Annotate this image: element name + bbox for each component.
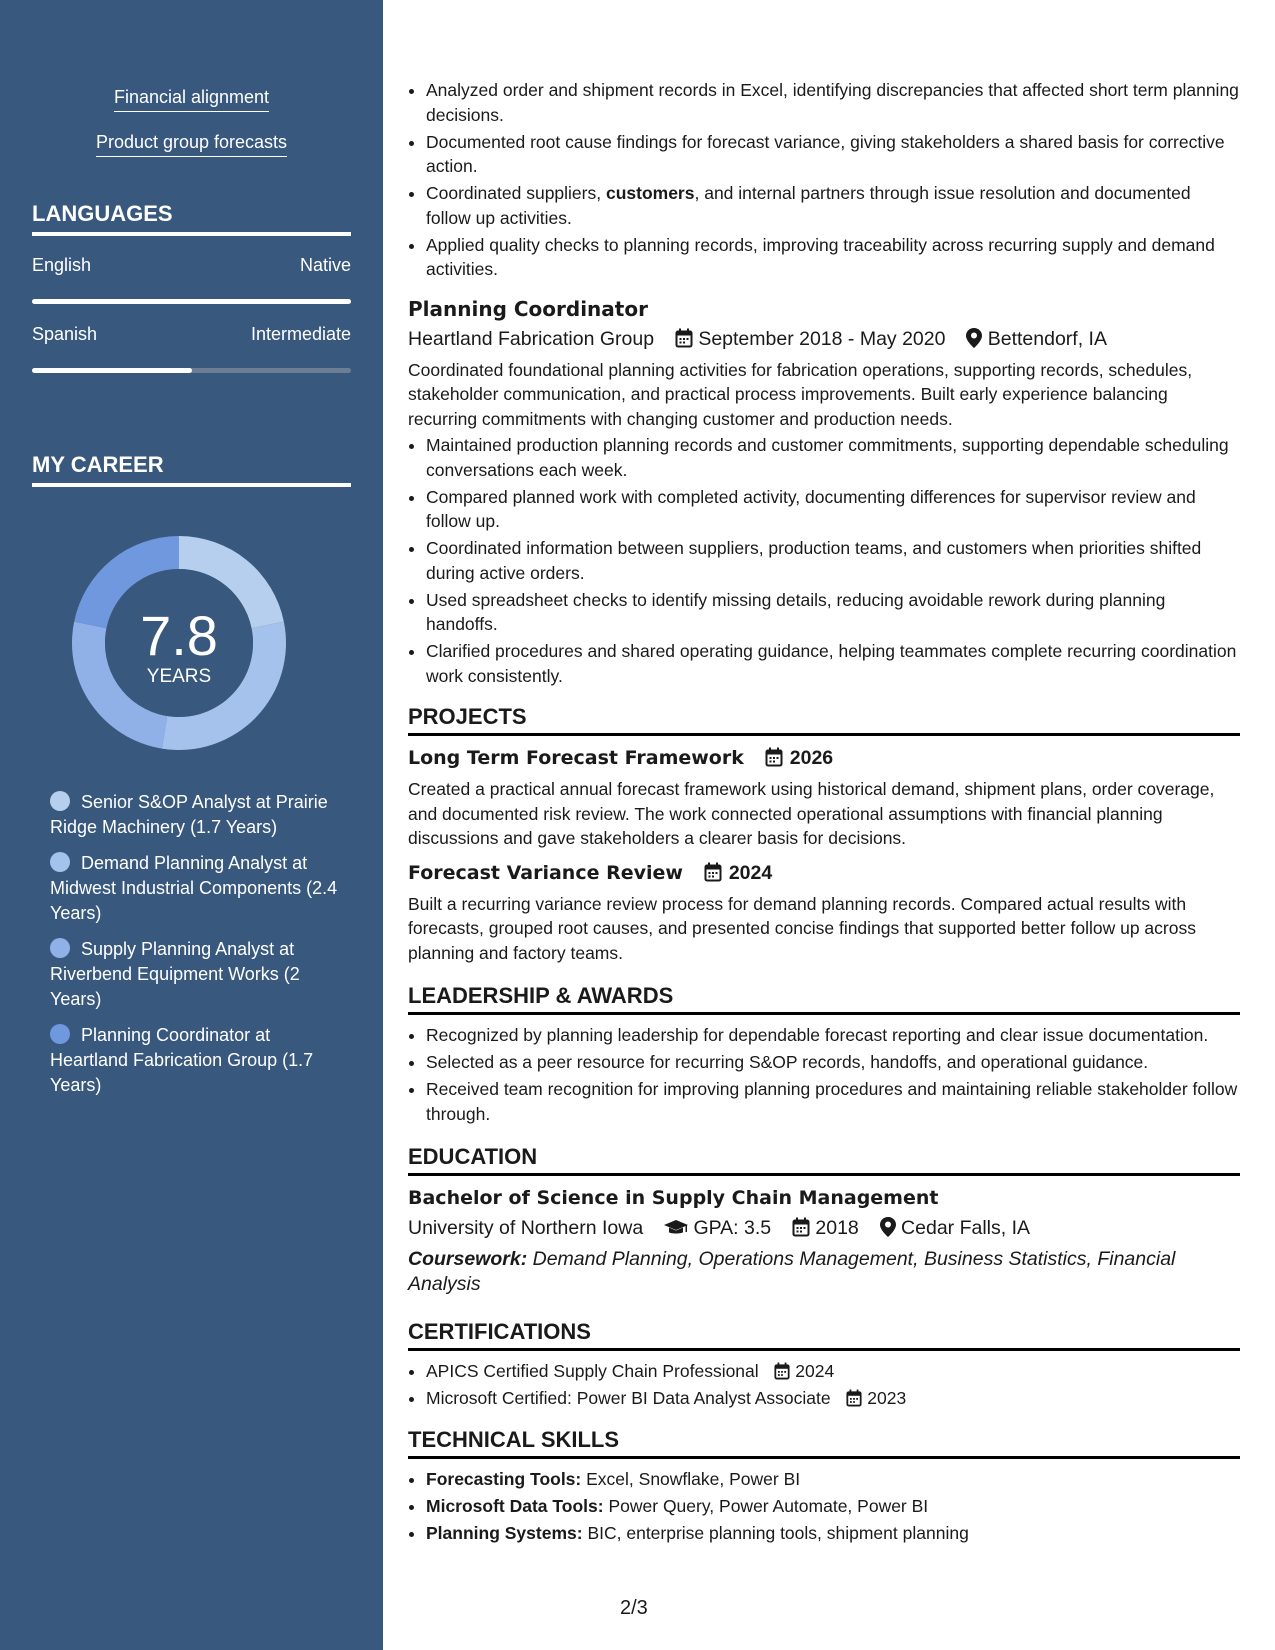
- skill-item: [426, 1521, 1240, 1546]
- career-item: [50, 937, 340, 1012]
- leadership-bullets: [408, 1023, 1240, 1126]
- bullet-item: • Selected as a peer resource for recurring S&OP records, handoffs, and operational guidance.: [426, 1050, 1240, 1075]
- education-gpa: GPA: 3.5: [693, 1217, 772, 1239]
- job-bullets: [408, 433, 1240, 688]
- career-heading: MY CAREER: [32, 452, 351, 487]
- career-list: [50, 790, 340, 1109]
- project-title: [408, 745, 1240, 771]
- skill-item: [426, 1494, 1240, 1519]
- career-dot-icon: [50, 1024, 70, 1044]
- language-bar-english: [32, 299, 351, 304]
- bullet-item: • Analyzed order and shipment records in Excel, identifying discrepancies that affected short term planning decisions.: [426, 78, 1240, 127]
- school-name: University of Northern Iowa: [408, 1217, 644, 1239]
- calendar-icon: [704, 862, 722, 882]
- project-year: 2026: [789, 747, 834, 769]
- project-description: Built a recurring variance review process for demand planning records. Compared actual results with forecasts, grouped root causes, and presented concise findings that supported better follow up across planning and factory teams.: [408, 893, 1196, 963]
- bullet-item: • Received team recognition for improving planning procedures and maintaining reliable stakeholder follow through.: [426, 1077, 1240, 1126]
- job-location: Bettendorf, IA: [987, 327, 1107, 350]
- certification-name: Microsoft Certified: Power BI Data Analyst Associate: [426, 1388, 831, 1408]
- career-dot-icon: [50, 791, 70, 811]
- location-pin-icon: [880, 1217, 896, 1237]
- projects-heading: PROJECTS: [408, 704, 1240, 736]
- languages-heading: LANGUAGES: [32, 201, 351, 236]
- bullet-item: • Clarified procedures and shared operating guidance, helping teammates complete recurring coordination work consistently.: [426, 639, 1240, 688]
- job-meta: [408, 326, 1240, 352]
- bullet-item: • Documented root cause findings for forecast variance, giving stakeholders a shared basis for corrective action.: [426, 130, 1240, 179]
- previous-job-bullets: [408, 78, 1240, 282]
- degree-title: Bachelor of Science in Supply Chain Management: [408, 1187, 939, 1209]
- location-pin-icon: [966, 328, 982, 348]
- bullet-item: • Maintained production planning records and customer commitments, supporting dependable scheduling conversations each week.: [426, 433, 1240, 482]
- sidebar: [0, 0, 383, 1650]
- graduation-cap-icon: [664, 1219, 688, 1237]
- bullet-item: [426, 181, 1240, 230]
- language-bar-fill: [32, 368, 192, 373]
- coursework-text: Demand Planning, Operations Management, Business Statistics, Financial Analysis: [408, 1248, 1176, 1295]
- career-dot-icon: [50, 938, 70, 958]
- project-description: Created a practical annual forecast framework using historical demand, shipment plans, order coverage, and documented risk review. The work connected operational assumptions with financial planning discussions and gave stakeholders a clearer basis for decisions.: [408, 779, 1215, 848]
- skill-item: [426, 1467, 1240, 1492]
- calendar-icon: [846, 1389, 862, 1407]
- skill-value: Excel, Snowflake, Power BI: [586, 1468, 801, 1489]
- career-donut-chart: [66, 530, 292, 756]
- leadership-heading: LEADERSHIP & AWARDS: [408, 983, 1240, 1015]
- career-item-text: Planning Coordinator at Heartland Fabrication Group (1.7 Years): [50, 1025, 314, 1095]
- project-year: 2024: [728, 861, 773, 884]
- calendar-icon: [792, 1217, 810, 1237]
- skill-link-product-group-forecasts[interactable]: Product group forecasts: [96, 131, 287, 157]
- language-name: English: [32, 255, 92, 275]
- career-item: [50, 851, 340, 926]
- project-title-text: Long Term Forecast Framework: [408, 747, 744, 769]
- bullet-item: • Applied quality checks to planning records, improving traceability across recurring supply and demand activities.: [426, 233, 1240, 282]
- project-title: [408, 860, 1240, 886]
- job-company: Heartland Fabrication Group: [408, 327, 655, 350]
- certification-year: 2024: [795, 1361, 835, 1381]
- technical-skills-heading: TECHNICAL SKILLS: [408, 1427, 1240, 1459]
- certifications-list: [408, 1359, 1240, 1411]
- bullet-item: • Used spreadsheet checks to identify missing details, reducing avoidable rework during planning handoffs.: [426, 588, 1240, 637]
- language-level: Intermediate: [250, 324, 351, 344]
- education-location: Cedar Falls, IA: [901, 1217, 1031, 1239]
- certification-name: APICS Certified Supply Chain Professional: [426, 1361, 759, 1381]
- career-dot-icon: [50, 852, 70, 872]
- job-dates: September 2018 - May 2020: [698, 327, 946, 350]
- skill-label: Microsoft Data Tools:: [426, 1495, 604, 1516]
- calendar-icon: [765, 747, 783, 767]
- job-description: Coordinated foundational planning activities for fabrication operations, supporting records, schedules, stakeholder communication, and practical process improvements. Built early experience balancing recurring commitments with changing customer and production needs.: [408, 359, 1193, 429]
- language-level: Native: [299, 255, 351, 275]
- career-years-label: YEARS: [146, 666, 212, 687]
- skill-label: Forecasting Tools:: [426, 1468, 582, 1489]
- certification-year: 2023: [867, 1388, 907, 1408]
- career-item: [50, 1023, 340, 1098]
- language-bar-fill: [32, 299, 351, 304]
- bullet-item: • Recognized by planning leadership for dependable forecast reporting and clear issue documentation.: [426, 1023, 1240, 1048]
- technical-skills-list: [408, 1467, 1240, 1546]
- career-item-text: Supply Planning Analyst at Riverbend Equipment Works (2 Years): [50, 939, 300, 1009]
- bullet-item: • Compared planned work with completed activity, documenting differences for supervisor review and follow up.: [426, 485, 1240, 534]
- bullet-bold-text: customers: [605, 183, 695, 203]
- main-content: [408, 0, 1240, 1548]
- skill-links: [0, 86, 383, 176]
- language-bar-spanish: [32, 368, 351, 373]
- education-meta: [408, 1215, 1240, 1241]
- career-total-years: 7.8: [140, 604, 218, 667]
- coursework-label: Coursework:: [408, 1248, 528, 1270]
- career-item: [50, 790, 340, 840]
- certification-item: [426, 1386, 1240, 1411]
- career-item-text: Senior S&OP Analyst at Prairie Ridge Machinery (1.7 Years): [50, 792, 328, 837]
- page-number: 2/3: [620, 1597, 648, 1619]
- job-title: Planning Coordinator: [408, 296, 648, 321]
- project-title-text: Forecast Variance Review: [408, 861, 683, 884]
- calendar-icon: [675, 328, 693, 348]
- bullet-item: • Coordinated information between suppliers, production teams, and customers when priorities shifted during active orders.: [426, 536, 1240, 585]
- skill-value: Power Query, Power Automate, Power BI: [608, 1495, 929, 1516]
- language-name: Spanish: [32, 324, 98, 344]
- coursework: [408, 1247, 1240, 1297]
- bullet-text: , and internal partners through issue resolution and documented follow up activities.: [426, 183, 1191, 228]
- education-year: 2018: [815, 1217, 859, 1239]
- skill-label: Planning Systems:: [426, 1522, 583, 1543]
- education-heading: EDUCATION: [408, 1144, 1240, 1176]
- certifications-heading: CERTIFICATIONS: [408, 1319, 1240, 1351]
- calendar-icon: [774, 1362, 790, 1380]
- skill-value: BIC, enterprise planning tools, shipment planning: [587, 1522, 969, 1543]
- career-item-text: Demand Planning Analyst at Midwest Industrial Components (2.4 Years): [50, 853, 338, 923]
- skill-link-financial-alignment[interactable]: Financial alignment: [114, 86, 269, 112]
- bullet-text: Coordinated suppliers,: [426, 183, 606, 203]
- certification-item: [426, 1359, 1240, 1384]
